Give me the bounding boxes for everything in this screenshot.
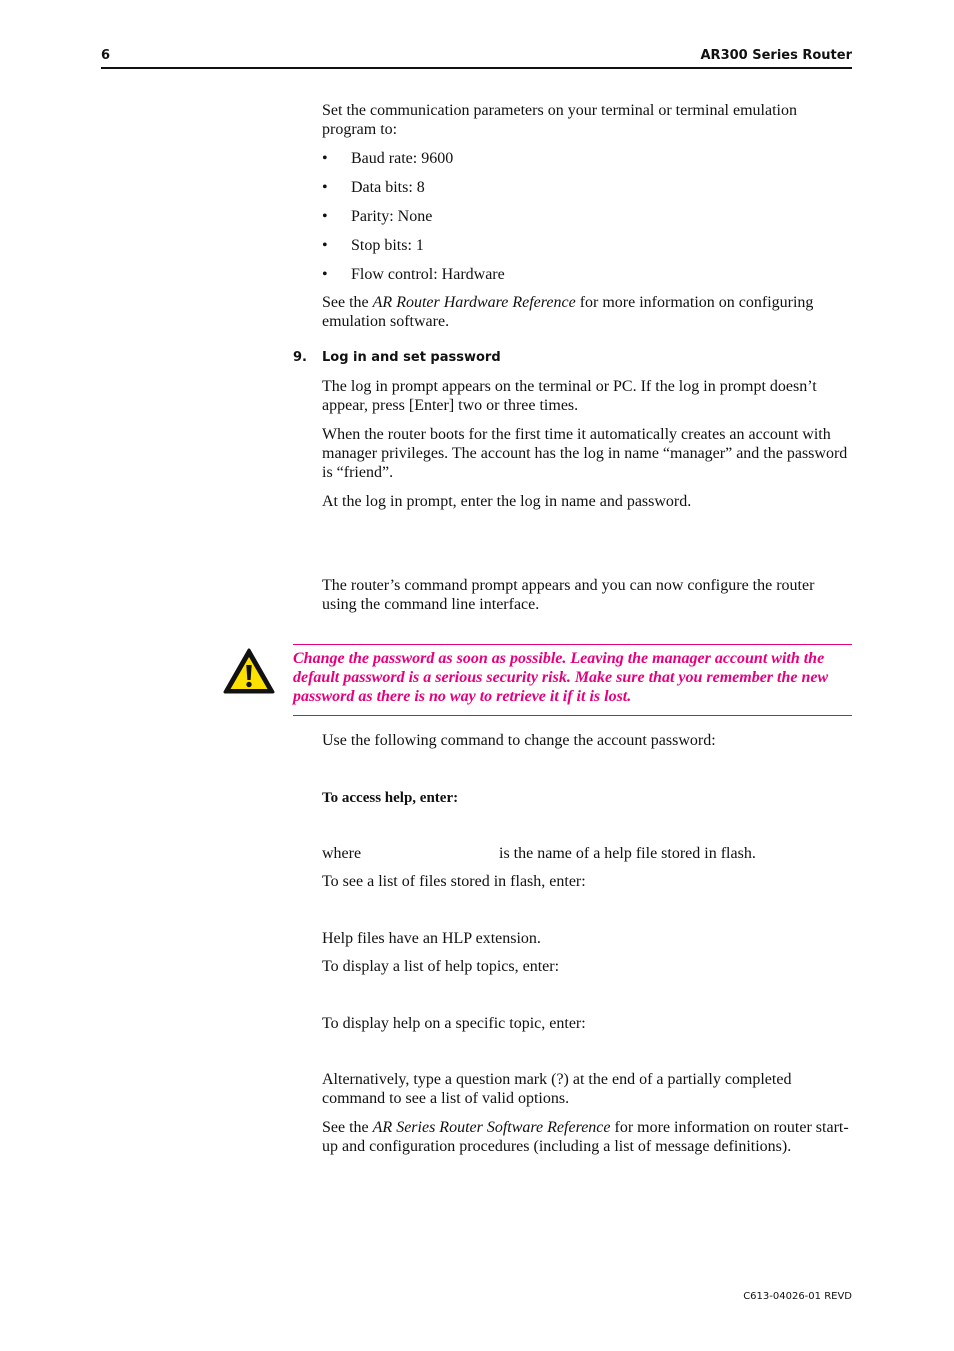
page-number: 6 — [101, 48, 111, 63]
bullet-dot: • — [322, 179, 328, 196]
intro-paragraph: Set the communication parameters on your terminal or terminal emulation program to: — [322, 102, 797, 138]
enter-login-paragraph: At the log in prompt, enter the log in name and password. — [322, 493, 692, 510]
warning-triangle-icon — [222, 647, 276, 695]
bullet-text: Flow control: Hardware — [351, 266, 505, 283]
warning-bottom-rule — [293, 715, 852, 716]
list-item — [322, 265, 505, 284]
see-prefix: See the — [322, 294, 373, 311]
login-prompt-paragraph: The log in prompt appears on the terminal or PC. If the log in prompt doesn’t appear, press [Enter] two or three times. — [322, 378, 817, 414]
bullet-dot: • — [322, 150, 328, 167]
list-item — [322, 236, 424, 255]
see-hardware-reference — [322, 293, 852, 331]
help-extension-paragraph: Help files have an HLP extension. — [322, 930, 541, 947]
list-item — [322, 178, 425, 197]
where-description: is the name of a help file stored in flash. — [499, 845, 756, 862]
list-topics-paragraph: To display a list of help topics, enter: — [322, 958, 560, 975]
bullet-dot: • — [322, 237, 328, 254]
list-files-paragraph: To see a list of files stored in flash, enter: — [322, 873, 586, 890]
change-password-paragraph: Use the following command to change the account password: — [322, 732, 716, 749]
warning-text: Change the password as soon as possible. Leaving the manager account with the default password is a serious security risk. Make sure that you remember the new password as there is no way to retrieve it if it is lost. — [293, 650, 829, 705]
first-boot-paragraph: When the router boots for the first time it automatically creates an account with manager privileges. The account has the log in name “manager” and the password is “friend”. — [322, 426, 848, 481]
question-mark-paragraph: Alternatively, type a question mark (?) at the end of a partially completed command to see a list of valid options. — [322, 1071, 792, 1107]
bullet-dot: • — [322, 208, 328, 225]
warning-top-rule — [293, 644, 852, 645]
bullet-text: Parity: None — [351, 208, 433, 225]
see-suffix: for more information on configuring emulation software. — [322, 294, 814, 330]
bullet-text: Stop bits: 1 — [351, 237, 424, 254]
see-software-reference — [322, 1118, 852, 1156]
running-title: AR300 Series Router — [700, 48, 852, 63]
see-prefix: See the — [322, 1119, 373, 1136]
header-rule — [101, 67, 852, 69]
list-item — [322, 207, 432, 226]
specific-topic-paragraph: To display help on a specific topic, enter: — [322, 1015, 586, 1032]
help-heading: To access help, enter: — [322, 790, 459, 806]
bullet-dot: • — [322, 266, 328, 283]
step-number: 9. — [293, 350, 307, 365]
document-code: C613-04026-01 REVD — [743, 1291, 852, 1302]
software-reference-title: AR Series Router Software Reference — [372, 1119, 611, 1136]
bullet-text: Data bits: 8 — [351, 179, 425, 196]
see-suffix: for more information on router start-up and configuration procedures (including a list of message definitions). — [322, 1119, 849, 1155]
where-word: where — [322, 845, 362, 862]
step-title: Log in and set password — [322, 350, 501, 365]
hardware-reference-title: AR Router Hardware Reference — [372, 294, 576, 311]
command-prompt-paragraph: The router’s command prompt appears and you can now configure the router using the command line interface. — [322, 577, 815, 613]
bullet-text: Baud rate: 9600 — [351, 150, 454, 167]
list-item — [322, 149, 453, 168]
